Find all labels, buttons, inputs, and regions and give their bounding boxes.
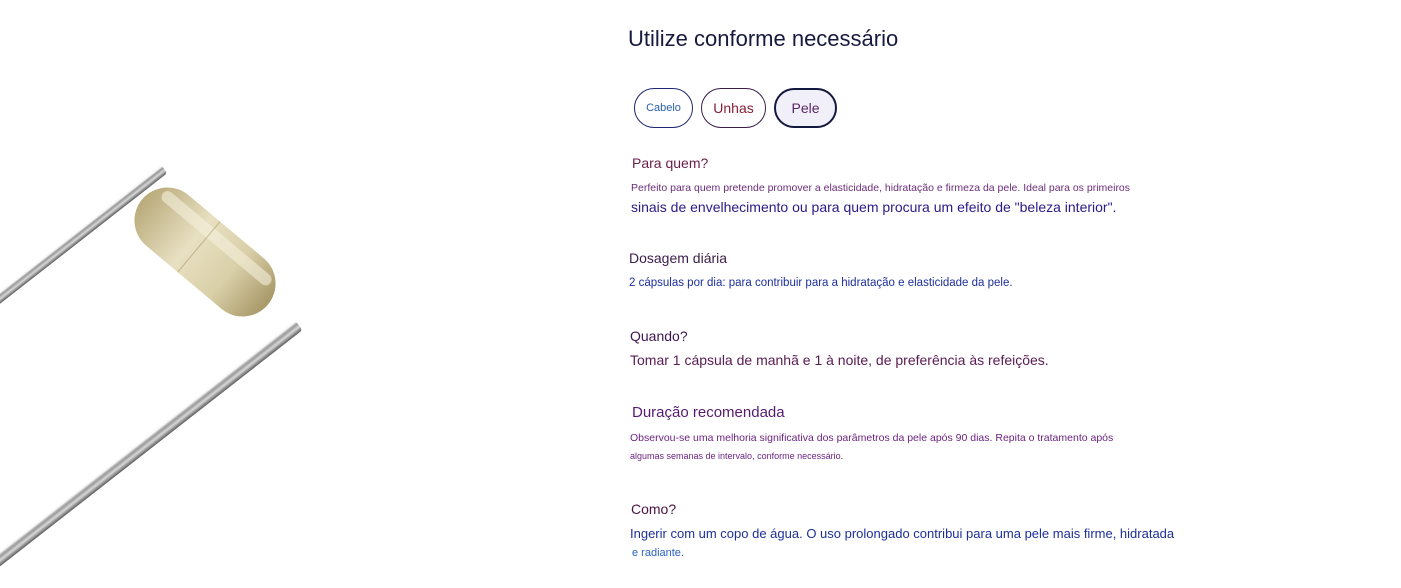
section-heading-para-quem: Para quem? xyxy=(632,155,709,171)
section-text-como-line2: e radiante. xyxy=(632,547,684,559)
tab-cabelo[interactable]: Cabelo xyxy=(634,88,693,128)
capsule-tweezers-image xyxy=(0,0,320,588)
section-heading-dosagem: Dosagem diária xyxy=(629,250,728,266)
section-text-duracao-line1: Observou-se uma melhoria significativa dos parâmetros da pele após 90 dias. Repita o tratamento após xyxy=(630,432,1114,444)
section-text-como-line1: Ingerir com um copo de água. O uso prolongado contribui para uma pele mais firme, hidratada xyxy=(630,526,1175,541)
section-heading-como: Como? xyxy=(631,501,677,517)
section-text-dosagem: 2 cápsulas por dia: para contribuir para a hidratação e elasticidade da pele. xyxy=(629,277,1013,289)
section-heading-quando: Quando? xyxy=(630,328,688,344)
section-text-para-quem-line2: sinais de envelhecimento ou para quem procura um efeito de "beleza interior". xyxy=(631,199,1117,215)
section-heading-duracao: Duração recomendada xyxy=(632,404,785,421)
tab-unhas[interactable]: Unhas xyxy=(701,88,766,128)
tab-pele[interactable]: Pele xyxy=(774,88,837,128)
page-title: Utilize conforme necessário xyxy=(628,26,899,51)
section-text-duracao-line2: algumas semanas de intervalo, conforme necessário. xyxy=(630,451,844,461)
section-text-quando: Tomar 1 cápsula de manhã e 1 à noite, de preferência às refeições. xyxy=(630,352,1049,368)
section-text-para-quem-line1: Perfeito para quem pretende promover a elasticidade, hidratação e firmeza da pele. Ideal para os primeiros xyxy=(631,182,1131,194)
